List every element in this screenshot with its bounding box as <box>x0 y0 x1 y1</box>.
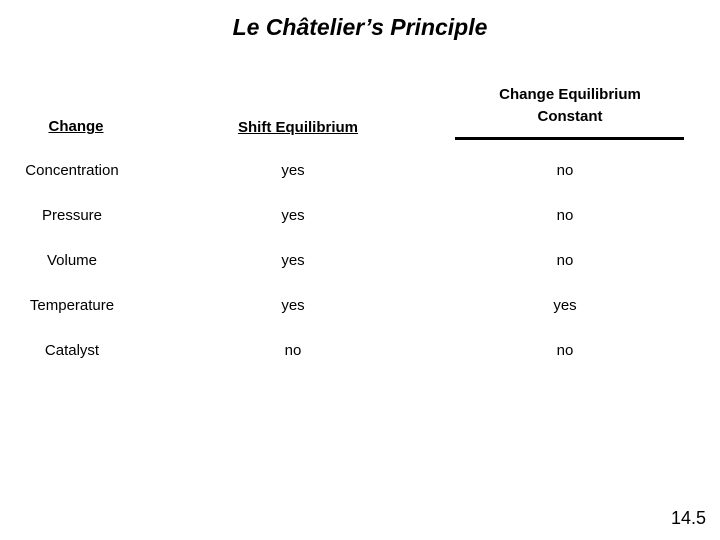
row-change-cell: Volume <box>46 252 98 269</box>
row-change-cell: Concentration <box>25 162 119 179</box>
row-shift-cell: no <box>284 342 302 359</box>
slide-title: Le Châtelier’s Principle <box>232 14 488 40</box>
row-constant-cell: no <box>556 207 574 224</box>
row-change-cell: Temperature <box>29 297 115 314</box>
row-shift-cell: yes <box>281 162 305 179</box>
table-row <box>0 342 720 368</box>
row-constant-cell: no <box>556 252 574 269</box>
table-row <box>0 297 720 323</box>
header-change-equilibrium-constant: Change Equilibrium Constant <box>499 86 641 125</box>
row-constant-cell: no <box>556 162 574 179</box>
header-underline <box>455 137 684 140</box>
row-change-cell: Catalyst <box>44 342 100 359</box>
row-constant-cell: no <box>556 342 574 359</box>
table-row <box>0 252 720 278</box>
table-row <box>0 207 720 233</box>
header-shift-equilibrium: Shift Equilibrium <box>238 119 358 136</box>
table-row <box>0 162 720 188</box>
header-change: Change <box>48 118 104 135</box>
row-shift-cell: yes <box>281 252 305 269</box>
row-constant-cell: yes <box>553 297 577 314</box>
page-number: 14.5 <box>670 508 706 528</box>
row-shift-cell: yes <box>281 297 305 314</box>
row-shift-cell: yes <box>281 207 305 224</box>
row-change-cell: Pressure <box>41 207 103 224</box>
